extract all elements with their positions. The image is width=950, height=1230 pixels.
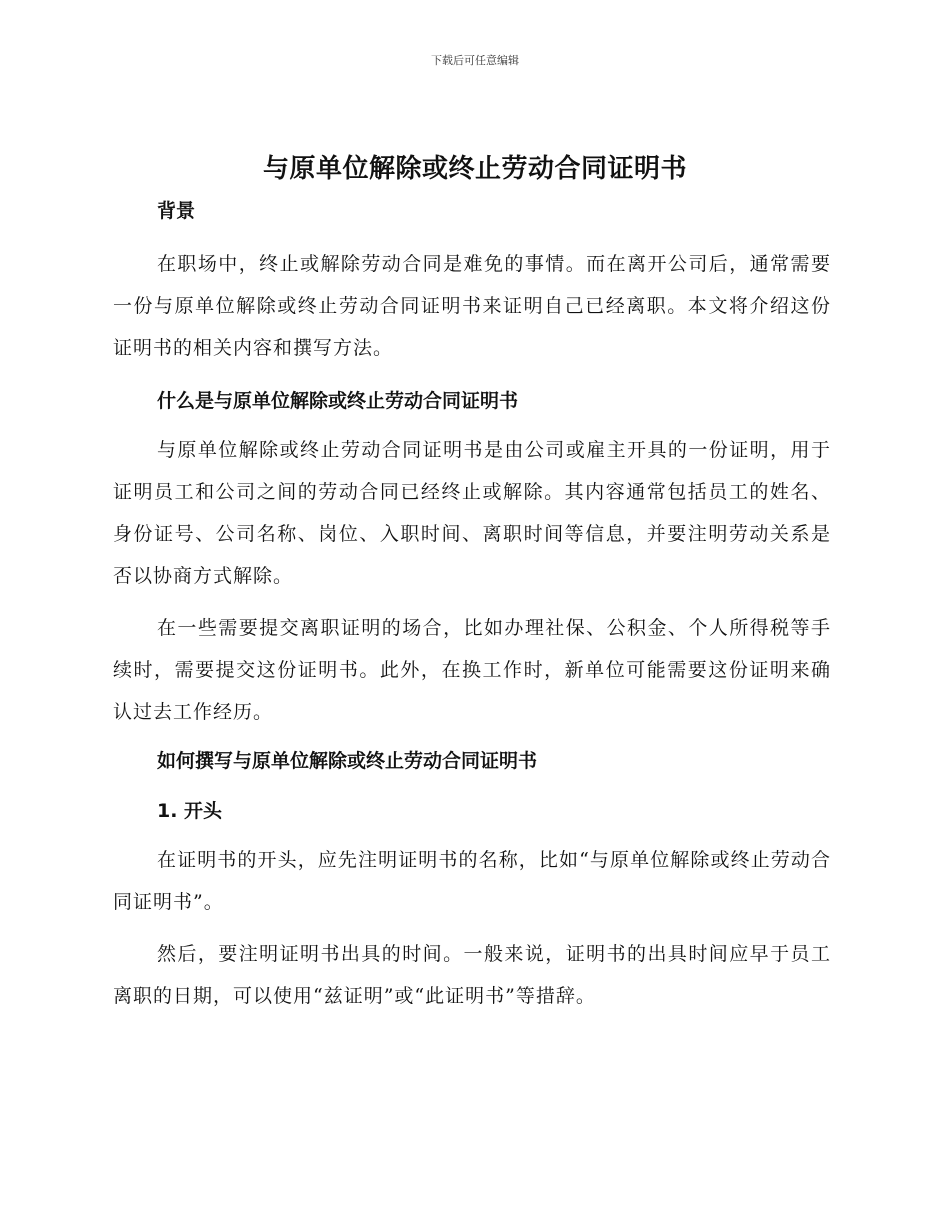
paragraph: 在一些需要提交离职证明的场合，比如办理社保、公积金、个人所得税等手续时，需要提交这份证明书。此外，在换工作时，新单位可能需要这份证明来确认过去工作经历。 [113,617,831,723]
spacer [113,419,831,429]
spacer [113,779,831,793]
header-note: 下载后可任意编辑 [431,54,519,67]
paragraph: 在职场中，终止或解除劳动合同是难免的事情。而在离开公司后，通常需要一份与原单位解除或终止劳动合同证明书来证明自己已经离职。本文将介绍这份证明书的相关内容和撰写方法。 [113,253,831,359]
spacer [113,733,831,743]
paragraph: 然后，要注明证明书出具的时间。一般来说，证明书的出具时间应早于员工离职的日期，可以使用“兹证明”或“此证明书”等措辞。 [113,943,831,1007]
spacer [113,597,831,607]
section-heading-background: 背景 [157,200,196,222]
spacer [113,369,831,383]
paragraph: 在证明书的开头，应先注明证明书的名称，比如“与原单位解除或终止劳动合同证明书”。 [113,849,831,913]
spacer [113,923,831,933]
paragraph: 与原单位解除或终止劳动合同证明书是由公司或雇主开具的一份证明，用于证明员工和公司之间的劳动合同已经终止或解除。其内容通常包括员工的姓名、身份证号、公司名称、岗位、入职时间、离职时间等信息，并要注明劳动关系是否以协商方式解除。 [113,439,831,587]
subsection-heading-opening: 1. 开头 [157,800,223,822]
section-heading-how-to: 如何撰写与原单位解除或终止劳动合同证明书 [157,750,538,772]
document-body [113,193,831,1017]
spacer [113,229,831,243]
section-heading-what-is: 什么是与原单位解除或终止劳动合同证明书 [157,390,519,412]
document-title: 与原单位解除或终止劳动合同证明书 [262,154,687,184]
spacer [113,829,831,839]
